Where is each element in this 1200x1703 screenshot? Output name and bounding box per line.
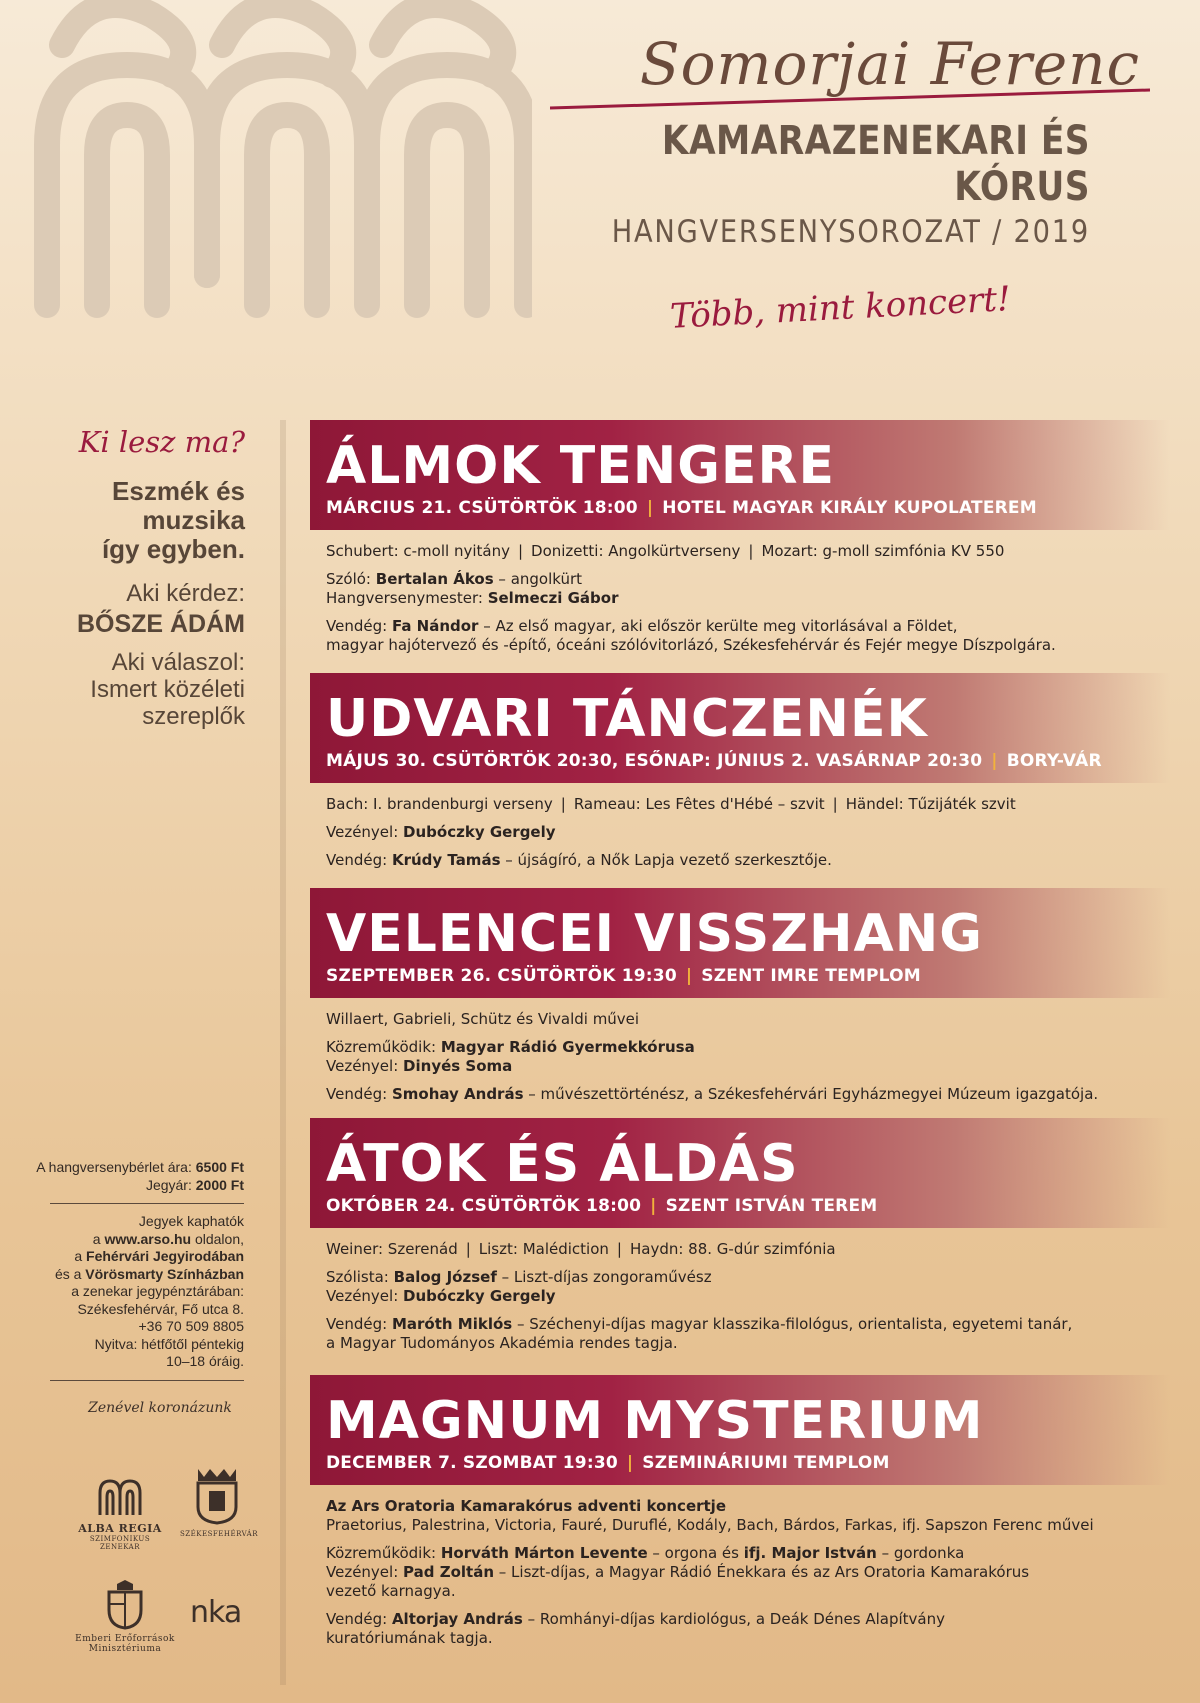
event-guest: Vendég: Krúdy Tamás – újságíró, a Nők Lapja vezető szerkesztője.	[326, 851, 832, 869]
event-details	[310, 998, 1170, 1104]
signature-underline	[550, 86, 1150, 116]
sidebar-motto	[20, 477, 245, 564]
motto-line: így egyben.	[101, 534, 245, 564]
event-banner	[310, 1375, 1170, 1485]
event-details	[310, 530, 1170, 655]
tagline: Több, mint koncert!	[669, 279, 1012, 337]
event-program: Weiner: Szerenád | Liszt: Malédiction | Haydn: 88. G-dúr szimfónia	[326, 1240, 836, 1258]
event-title: UDVARI TÁNCZENÉK	[326, 689, 928, 749]
season-ticket-price: A hangversenybérlet ára: 6500 Ft	[36, 1159, 244, 1175]
motto-line: muzsika	[142, 505, 245, 535]
ticket-line: a Fehérvári Jegyirodában	[74, 1248, 244, 1264]
ministry-label: Emberi Erőforrások Minisztériuma	[75, 1634, 175, 1654]
nka-logo: nka	[190, 1595, 242, 1630]
event-date-venue: SZEPTEMBER 26. CSÜTÖRTÖK 19:30 | SZENT IMRE TEMPLOM	[326, 966, 921, 986]
divider	[50, 1380, 244, 1381]
event-2	[310, 673, 1170, 879]
sidebar	[20, 425, 245, 730]
question-label: Aki kérdez:	[126, 580, 245, 607]
ticket-price: Jegyár: 2000 Ft	[145, 1177, 244, 1193]
event-date-venue: OKTÓBER 24. CSÜTÖRTÖK 18:00 | SZENT ISTVÁN TEREM	[326, 1196, 878, 1216]
event-performers: Vezényel: Dubóczky Gergely	[326, 823, 556, 841]
szekesfehervar-crest-icon	[192, 1465, 242, 1525]
sidebar-question-heading: Ki lesz ma?	[78, 425, 245, 459]
motto-line: Eszmék és	[112, 476, 245, 506]
ticket-line: a www.arso.hu oldalon,	[92, 1230, 244, 1247]
event-details	[310, 783, 1170, 870]
event-program: Az Ars Oratoria Kamarakórus adventi koncertje Praetorius, Palestrina, Victoria, Fauré, Duruflé, Kodály, Bach, Bárdos, Farkas, ifj. Sapszon Ferenc művei	[326, 1497, 1094, 1534]
event-banner	[310, 1118, 1170, 1228]
event-program: Schubert: c-moll nyitány | Donizetti: Angolkürtverseny | Mozart: g-moll szimfónia KV 550	[326, 542, 1005, 560]
answer-line: Ismert közéleti	[90, 676, 245, 703]
pricing-info	[20, 1158, 244, 1390]
ticket-line: a zenekar jegypénztárában:	[71, 1283, 244, 1299]
event-date-venue: MÁRCIUS 21. CSÜTÖRTÖK 18:00 | HOTEL MAGYAR KIRÁLY KUPOLATEREM	[326, 498, 1037, 518]
series-subtitle: HANGVERSENYSOROZAT / 2019	[611, 214, 1090, 250]
event-details	[310, 1228, 1170, 1353]
coronation-logo: Zenével koronázunk	[88, 1400, 232, 1416]
event-1	[310, 420, 1170, 664]
ticket-line: Nyitva: hétfőtől péntekig	[94, 1335, 244, 1352]
event-details	[310, 1485, 1170, 1648]
ticket-line: 10–18 óráig.	[166, 1353, 244, 1369]
sidebar-divider	[280, 420, 286, 1685]
divider	[50, 1203, 244, 1204]
header	[540, 30, 1180, 250]
event-date-venue: DECEMBER 7. SZOMBAT 19:30 | SZEMINÁRIUMI TEMPLOM	[326, 1453, 890, 1473]
event-performers: Közreműködik: Magyar Rádió Gyermekkórusa Vezényel: Dinyés Soma	[326, 1038, 695, 1075]
hungarian-coat-of-arms-icon	[105, 1580, 145, 1630]
answer-block	[20, 649, 245, 730]
event-program: Bach: I. brandenburgi verseny | Rameau: Les Fêtes d'Hébé – szvit | Händel: Tűzijáték szvit	[326, 795, 1016, 813]
series-title: KAMARAZENEKARI ÉS KÓRUS	[661, 118, 1090, 210]
event-guest: Vendég: Smohay András – művészettörténész, a Székesfehérvári Egyházmegyei Múzeum igazgatója.	[326, 1085, 1099, 1103]
event-4	[310, 1118, 1170, 1362]
alba-regia-label: ALBA REGIA SZIMFONIKUS ZENEKAR	[78, 1522, 162, 1551]
event-performers: Szóló: Bertalan Ákos – angolkürt Hangversenymester: Selmeczi Gábor	[326, 570, 619, 607]
event-title: MAGNUM MYSTERIUM	[326, 1391, 984, 1451]
question-host: BŐSZE ÁDÁM	[76, 610, 245, 638]
ticket-line: Jegyek kaphatók	[138, 1213, 244, 1229]
script-name: Somorjai Ferenc	[639, 30, 1140, 98]
decorative-arches-logo	[22, 0, 532, 395]
event-guest: Vendég: Maróth Miklós – Széchenyi-díjas magyar klasszika-filológus, orientalista, egyetemi tanár, a Magyar Tudományos Akadémia rendes tagja.	[326, 1315, 1073, 1352]
event-banner	[310, 888, 1170, 998]
answer-line: szereplők	[142, 703, 245, 730]
website-link[interactable]: www.arso.hu	[104, 1230, 192, 1247]
event-title: ÁLMOK TENGERE	[326, 436, 836, 496]
event-title: VELENCEI VISSZHANG	[326, 904, 983, 964]
event-5	[310, 1375, 1170, 1657]
event-performers: Szólista: Balog József – Liszt-díjas zongoraművész Vezényel: Dubóczky Gergely	[326, 1268, 712, 1305]
event-banner	[310, 420, 1170, 530]
event-banner	[310, 673, 1170, 783]
event-title: ÁTOK ÉS ÁLDÁS	[326, 1134, 799, 1194]
answer-line: Aki válaszol:	[111, 649, 245, 676]
event-date-venue: MÁJUS 30. CSÜTÖRTÖK 20:30, ESŐNAP: JÚNIUS 2. VASÁRNAP 20:30 | BORY-VÁR	[326, 751, 1102, 771]
ticket-sales-info	[20, 1213, 244, 1371]
event-guest: Vendég: Fa Nándor – Az első magyar, aki először kerülte meg vitorlásával a Földet, magyar hajótervező és -építő, óceáni szólóvitorlázó, Székesfehérvár és Fejér megye Díszpolgára.	[326, 617, 1056, 654]
ticket-line: és a Vörösmarty Színházban	[54, 1265, 244, 1282]
event-3	[310, 888, 1170, 1113]
ticket-phone: +36 70 509 8805	[138, 1318, 244, 1334]
ticket-line: Székesfehérvár, Fő utca 8.	[77, 1300, 244, 1317]
event-performers: Közreműködik: Horváth Márton Levente – orgona és ifj. Major István – gordonka Vezényel: Pad Zoltán – Liszt-díjas, a Magyar Rádió Énekkara és az Ars Oratoria Kamarakórus vezető karnagya.	[326, 1544, 1030, 1600]
sponsor-logos	[30, 1400, 260, 1660]
event-program: Willaert, Gabrieli, Schütz és Vivaldi művei	[326, 1010, 640, 1028]
alba-regia-logo-icon	[95, 1475, 145, 1517]
szekesfehervar-label: SZÉKESFEHÉRVÁR	[180, 1530, 259, 1538]
event-guest: Vendég: Altorjay András – Romhányi-díjas kardiológus, a Deák Dénes Alapítvány kuratóriumának tagja.	[326, 1610, 945, 1647]
